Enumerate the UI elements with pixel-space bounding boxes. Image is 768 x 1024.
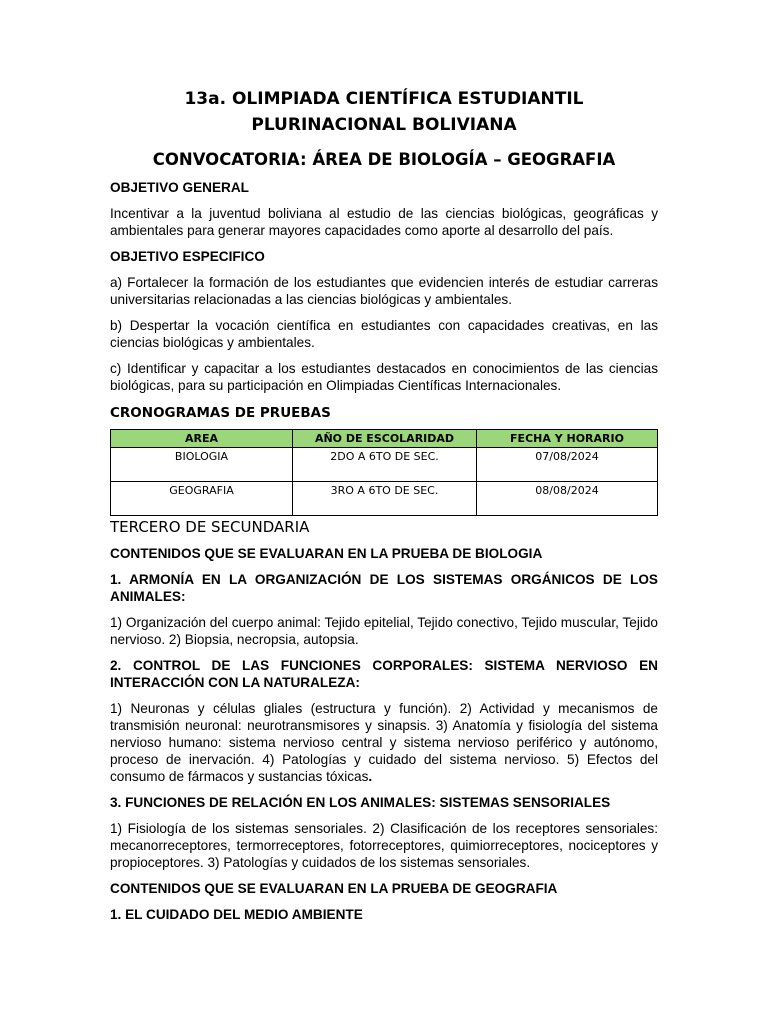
topic-2-paragraph xyxy=(110,700,658,785)
topic-3-text: 1) Fisiología de los sistemas sensoriales. 2) Clasificación de los receptores sensoriales: mecanorreceptores, termorreceptores, fotorreceptores, quimiorreceptores, nociceptores y propioceptores. 3) Patologías y cuidados de los sistemas sensoriales. xyxy=(110,821,658,870)
topic-1-text: 1) Organización del cuerpo animal: Tejido epitelial, Tejido conectivo, Tejido muscular, Tejido nervioso. 2) Biopsia, necropsia, autopsia. xyxy=(110,615,658,647)
objetivo-especifico-item-b: b) Despertar la vocación científica en estudiantes con capacidades creativas, en las ciencias biológicas y ambientales. xyxy=(110,318,658,350)
document-title: 13a. OLIMPIADA CIENTÍFICA ESTUDIANTIL PLURINACIONAL BOLIVIANA xyxy=(184,89,584,135)
topic-1-heading: 1. ARMONÍA EN LA ORGANIZACIÓN DE LOS SISTEMAS ORGÁNICOS DE LOS ANIMALES: xyxy=(110,572,658,604)
objetivo-general-heading: OBJETIVO GENERAL xyxy=(110,180,249,195)
topic-2-heading: 2. CONTROL DE LAS FUNCIONES CORPORALES: SISTEMA NERVIOSO EN INTERACCIÓN CON LA NATURALEZA: xyxy=(110,658,658,690)
table-row xyxy=(111,448,658,482)
column-header-fecha: FECHA Y HORARIO xyxy=(477,430,658,448)
table-cell: 08/08/2024 xyxy=(477,482,658,516)
objetivo-general-text: Incentivar a la juventud boliviana al estudio de las ciencias biológicas, geográficas y ambientales para generar mayores capacidades como aporte al desarrollo del país. xyxy=(110,206,658,238)
table-header-row xyxy=(111,430,658,448)
table-cell: 3RO A 6TO DE SEC. xyxy=(293,482,477,516)
table-row xyxy=(111,482,658,516)
column-header-area: AREA xyxy=(111,430,293,448)
table-cell: GEOGRAFIA xyxy=(111,482,293,516)
tercero-heading: TERCERO DE SECUNDARIA xyxy=(110,518,310,536)
geografia-contents-heading: CONTENIDOS QUE SE EVALUARAN EN LA PRUEBA DE GEOGRAFIA xyxy=(110,881,558,896)
column-header-escolaridad: AÑO DE ESCOLARIDAD xyxy=(293,430,477,448)
objetivo-especifico-item-c: c) Identificar y capacitar a los estudiantes destacados en conocimientos de las ciencias biológicas, para su participación en Olimpiadas Científicas Internacionales. xyxy=(110,361,658,393)
geo-topic-1-heading: 1. EL CUIDADO DEL MEDIO AMBIENTE xyxy=(110,907,363,922)
biologia-contents-heading: CONTENIDOS QUE SE EVALUARAN EN LA PRUEBA DE BIOLOGIA xyxy=(110,546,543,561)
document-page xyxy=(110,86,658,932)
objetivo-especifico-heading: OBJETIVO ESPECIFICO xyxy=(110,249,265,264)
cronograma-heading: CRONOGRAMAS DE PRUEBAS xyxy=(110,405,331,421)
topic-2-text: 1) Neuronas y células gliales (estructura y función). 2) Actividad y mecanismos de transmisión neuronal: neurotransmisores y sinapsis. 3) Anatomía y fisiología del sistema nervioso humano: sistema nervioso central y sistema nervioso periférico y autónomo, proceso de inervación. 4) Patologías y cuidado del sistema nervioso. 5) Efectos del consumo de fármacos y sustancias tóxicas xyxy=(110,701,658,784)
schedule-table xyxy=(110,429,658,516)
table-cell: 07/08/2024 xyxy=(477,448,658,482)
topic-2-end: . xyxy=(368,769,373,784)
objetivo-especifico-item-a: a) Fortalecer la formación de los estudiantes que evidencien interés de estudiar carreras universitarias relacionadas a las ciencias biológicas y ambientales. xyxy=(110,275,658,307)
topic-3-heading: 3. FUNCIONES DE RELACIÓN EN LOS ANIMALES: SISTEMAS SENSORIALES xyxy=(110,795,611,810)
table-cell: BIOLOGIA xyxy=(111,448,293,482)
table-cell: 2DO A 6TO DE SEC. xyxy=(293,448,477,482)
document-subtitle: CONVOCATORIA: ÁREA DE BIOLOGÍA – GEOGRAFIA xyxy=(152,150,616,169)
